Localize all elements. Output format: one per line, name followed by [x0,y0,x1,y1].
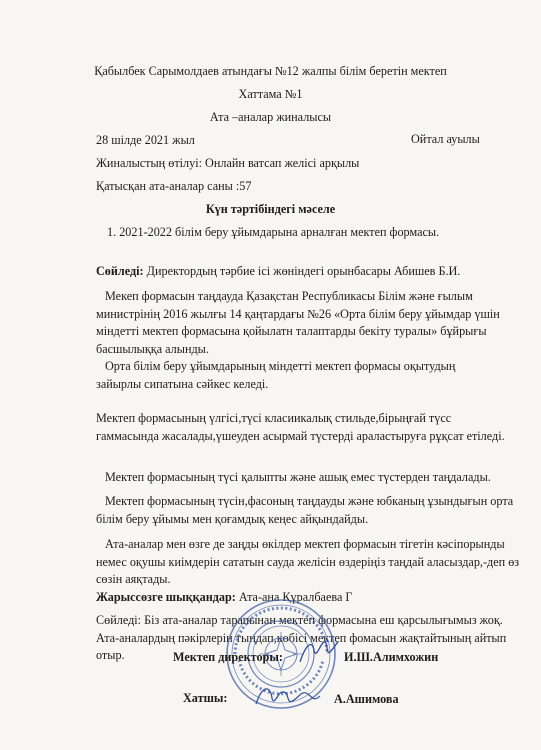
secretary-label: Хатшы: [183,691,228,705]
director-label: Мектеп директоры: [173,650,283,664]
paragraph-1: Мекеп формасын таңдауда Қазақстан Республикасы Білім және ғылым министрінің 2016 жылғы 14 қаңтардағы №26 «Орта білім беру ұйымдар үшін міндетті мектеп формасына қойылатн талаптарды бекіту туралы» бұйрығы басшылыққа алынды. [96,289,500,356]
meeting-date: 28 шілде 2021 жыл [96,133,195,147]
meeting-format: Жиналыстың өтілуі: Онлайн ватсап желісі арқылы [96,156,360,170]
meeting-place: Ойтал ауылы [411,132,480,146]
director-name: И.Ш.Алимхожин [344,650,439,664]
director-signature [296,636,340,670]
debate-statement: Сөйледі: Біз ата-аналар тарапынан мектеп формасына еш қарсылығымыз жоқ. Ата-аналардың пәкірлерін тыңдап,көбісі мектеп фомасын жақтайтының айтып отыр. [96,613,507,662]
agenda-item: 1. 2021-2022 білім беру ұйымдарына арналған мектеп формасы. [107,225,440,239]
debate-speaker: Ата-ана Құралбаева Г [235,590,353,604]
paragraph-4: Мектеп формасының түсі қалыпты және ашық емес түстерден таңдалады. [105,470,491,484]
speaker-line [96,264,460,279]
paragraph-6: Ата-аналар мен өзге де заңды өкілдер мектеп формасын тігетін кәсіпорынды немес оқушы киімдерін сататын сауда желісін өздеріңіз таңдай аласыздар,-деп өз сөзін аяқтады. [96,537,520,586]
paragraph-3: Мектеп формасының үлгісі,түсі класиикалық стильде,бірыңғай түсс гаммасында жасалады,үшеуден асырмай түстерді араластыруға рұқсат етіледі. [96,411,505,443]
agenda-heading: Күн тәртібіндегі мәселе [205,202,336,216]
meeting-title: Ата –аналар жиналысы [209,110,332,124]
paragraph-2: Орта білім беру ұйымдарының міндетті мектеп формасы оқытудың зайырлы сипатына сәйкес келеді. [96,359,456,391]
secretary-signature [252,680,324,714]
attendance-count: Қатысқан ата-аналар саны :57 [96,179,252,193]
debate-label: Жарыссөзге шыққандар: [96,590,236,604]
protocol-title: Хаттама №1 [238,87,303,101]
speaker-label: Сөйледі: [96,264,144,278]
paragraph-5: Мектеп формасының түсін,фасоның таңдауды және юбканың ұзындығын орта білім беру ұйымы мен қоғамдық кеңес айқындайды. [96,494,514,526]
speaker-text: Директордың тәрбие ісі жөніндегі орынбасары Абишев Б.И. [143,264,461,278]
school-name: Қабылбек Сарымолдаев атындағы №12 жалпы білім беретін мектеп [94,64,447,78]
secretary-name: А.Ашимова [334,692,399,706]
